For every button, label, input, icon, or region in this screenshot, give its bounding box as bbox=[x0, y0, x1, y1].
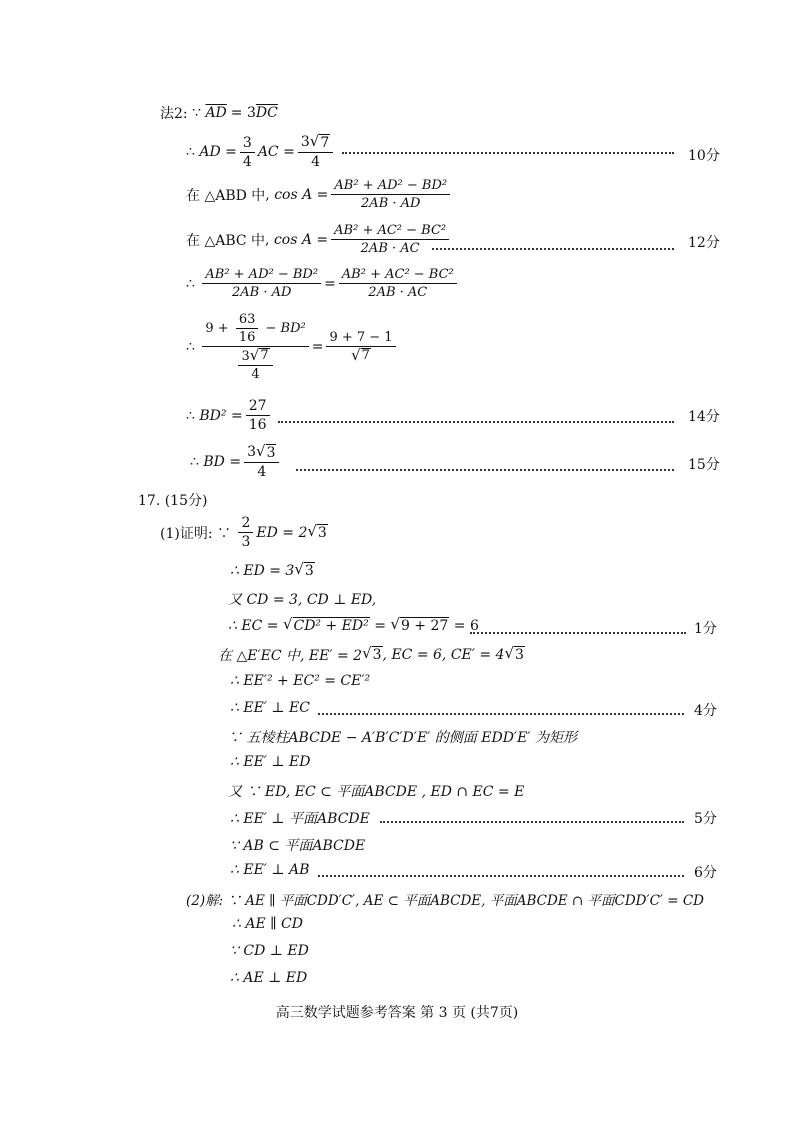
score-5: 5分 bbox=[694, 811, 717, 827]
leader-dots bbox=[278, 421, 674, 423]
leader-dots bbox=[470, 632, 686, 634]
score-15: 15分 bbox=[688, 457, 720, 473]
leader-dots bbox=[318, 875, 684, 877]
fraction: $\frac{\text{AB² + AD² − BD²}}{2AB \cdot AD}$ bbox=[202, 267, 321, 300]
ab-subset-line: ∵ AB ⊂ 平面ABCDE bbox=[230, 838, 366, 854]
vector-ad: $\overline{AD}$ bbox=[205, 105, 227, 121]
perp-ec-line: ∴ EE′ ⊥ EC bbox=[230, 700, 310, 716]
cd-perp-line: ∵ CD ⊥ ED bbox=[230, 943, 309, 959]
fraction: 9 + 7 − 1 √ 7 bbox=[326, 330, 395, 364]
fraction: $\frac{63}{16}$ bbox=[236, 312, 259, 345]
score-14: 14分 bbox=[688, 409, 720, 425]
score-12: 12分 bbox=[688, 235, 720, 251]
intersection-line: 又 ∵ ED, EC ⊂ 平面ABCDE , ED ∩ EC = E bbox=[228, 784, 525, 800]
ad-value-line: ∴ AD = $\frac{3}{4}$ AC = 3 √ 7 4 bbox=[186, 134, 336, 170]
method2-line: 法2: ∵ $\overline{AD}$ = 3 $\overline{DC}$ bbox=[160, 105, 278, 122]
pythagoras-line: ∴ EE′² + EC² = CE′² bbox=[230, 673, 371, 689]
score-4: 4分 bbox=[694, 703, 717, 719]
vector-dc: $\overline{DC}$ bbox=[255, 105, 278, 121]
fraction: $\frac{27}{16}$ bbox=[246, 398, 270, 433]
fraction: $\frac{\text{AB² + AC² − BC²}}{2AB \cdot AC}$ bbox=[331, 223, 449, 256]
leader-dots bbox=[318, 713, 684, 715]
part1-given-line: (1)证明: ∵ 2 3 ED = 2 √ 3 bbox=[160, 515, 327, 550]
cd-given-line: 又 CD = 3, CD ⊥ ED, bbox=[228, 592, 377, 608]
perp-plane-line: ∴ EE′ ⊥ 平面ABCDE bbox=[230, 811, 370, 827]
score-1: 1分 bbox=[694, 621, 717, 637]
fraction: 2 3 bbox=[238, 515, 253, 550]
fraction: 3 √ 7 4 bbox=[238, 348, 272, 382]
ed-value-line: ∴ ED = 3 √ 3 bbox=[230, 560, 314, 579]
cos-abc-line: 在 △ABC 中 , cos A = $\frac{\text{AB² + AC² − BC²}}{2AB \cdot AC}$ bbox=[186, 223, 452, 256]
cos-abd-line: 在 △ABD 中 , cos A = $\frac{\text{AB² + AD² − BD²}}{2AB \cdot AD}$ bbox=[186, 178, 453, 211]
perp-ab-line: ∴ EE′ ⊥ AB bbox=[230, 862, 310, 878]
method2-label: 法2: bbox=[160, 106, 188, 122]
leader-dots bbox=[342, 152, 674, 154]
prism-line: ∵ 五棱柱ABCDE − A′B′C′D′E′ 的侧面 EDD′E′ 为矩形 bbox=[228, 730, 577, 746]
ae-perp-line: ∴ AE ⊥ ED bbox=[230, 970, 308, 986]
page-footer: 高三数学试题参考答案 第 3 页 (共7页) bbox=[275, 1005, 519, 1021]
ae-parallel-line: ∴ AE ∥ CD bbox=[232, 916, 303, 932]
compound-fraction: 9 + $\frac{63}{16}$ − BD² 3 √ 7 4 bbox=[202, 312, 308, 382]
fraction: $\frac{3}{4}$ bbox=[240, 135, 255, 170]
leader-dots bbox=[296, 469, 674, 471]
fraction: $\frac{\text{AB² + AD² − BD²}}{2AB \cdot AD}$ bbox=[331, 178, 450, 211]
fraction: 3 √ 7 4 bbox=[298, 134, 333, 170]
bd-value-line: ∴ BD = 3 √ 3 4 bbox=[190, 444, 282, 480]
bd-squared-line: ∴ BD² = $\frac{27}{16}$ bbox=[186, 398, 273, 433]
leader-dots bbox=[432, 248, 674, 250]
fraction: $\frac{\text{AB² + AC² − BC²}}{2AB \cdot AC}$ bbox=[339, 267, 457, 300]
ec-value-line: ∴ EC = √ CD² + ED² = √ 9 + 27 = 6 bbox=[228, 615, 479, 634]
substitution-line: ∴ 9 + $\frac{63}{16}$ − BD² 3 √ 7 4 = 9 + 7 − 1 √ 7 bbox=[186, 312, 399, 382]
cos-equality-line: ∴ $\frac{\text{AB² + AD² − BD²}}{2AB \cdot AD}$ = $\frac{\text{AB² + AC² − BC²}}{2AB \cdot AC}$ bbox=[186, 267, 460, 300]
part2-line: (2)解: ∵ AE ∥ 平面CDD′C′, AE ⊂ 平面ABCDE, 平面ABCDE ∩ 平面CDD′C′ = CD bbox=[186, 893, 705, 909]
question-17-title: 17. (15分) bbox=[138, 493, 208, 509]
leader-dots bbox=[380, 821, 684, 823]
score-10: 10分 bbox=[688, 148, 720, 164]
perp-ed-line: ∴ EE′ ⊥ ED bbox=[230, 754, 311, 770]
triangle-line: 在 △E′EC 中, EE′ = 2 √ 3 , EC = 6, CE′ = 4 √ 3 bbox=[218, 644, 524, 664]
fraction: 3 √ 3 4 bbox=[244, 444, 279, 480]
score-6: 6分 bbox=[694, 865, 717, 881]
